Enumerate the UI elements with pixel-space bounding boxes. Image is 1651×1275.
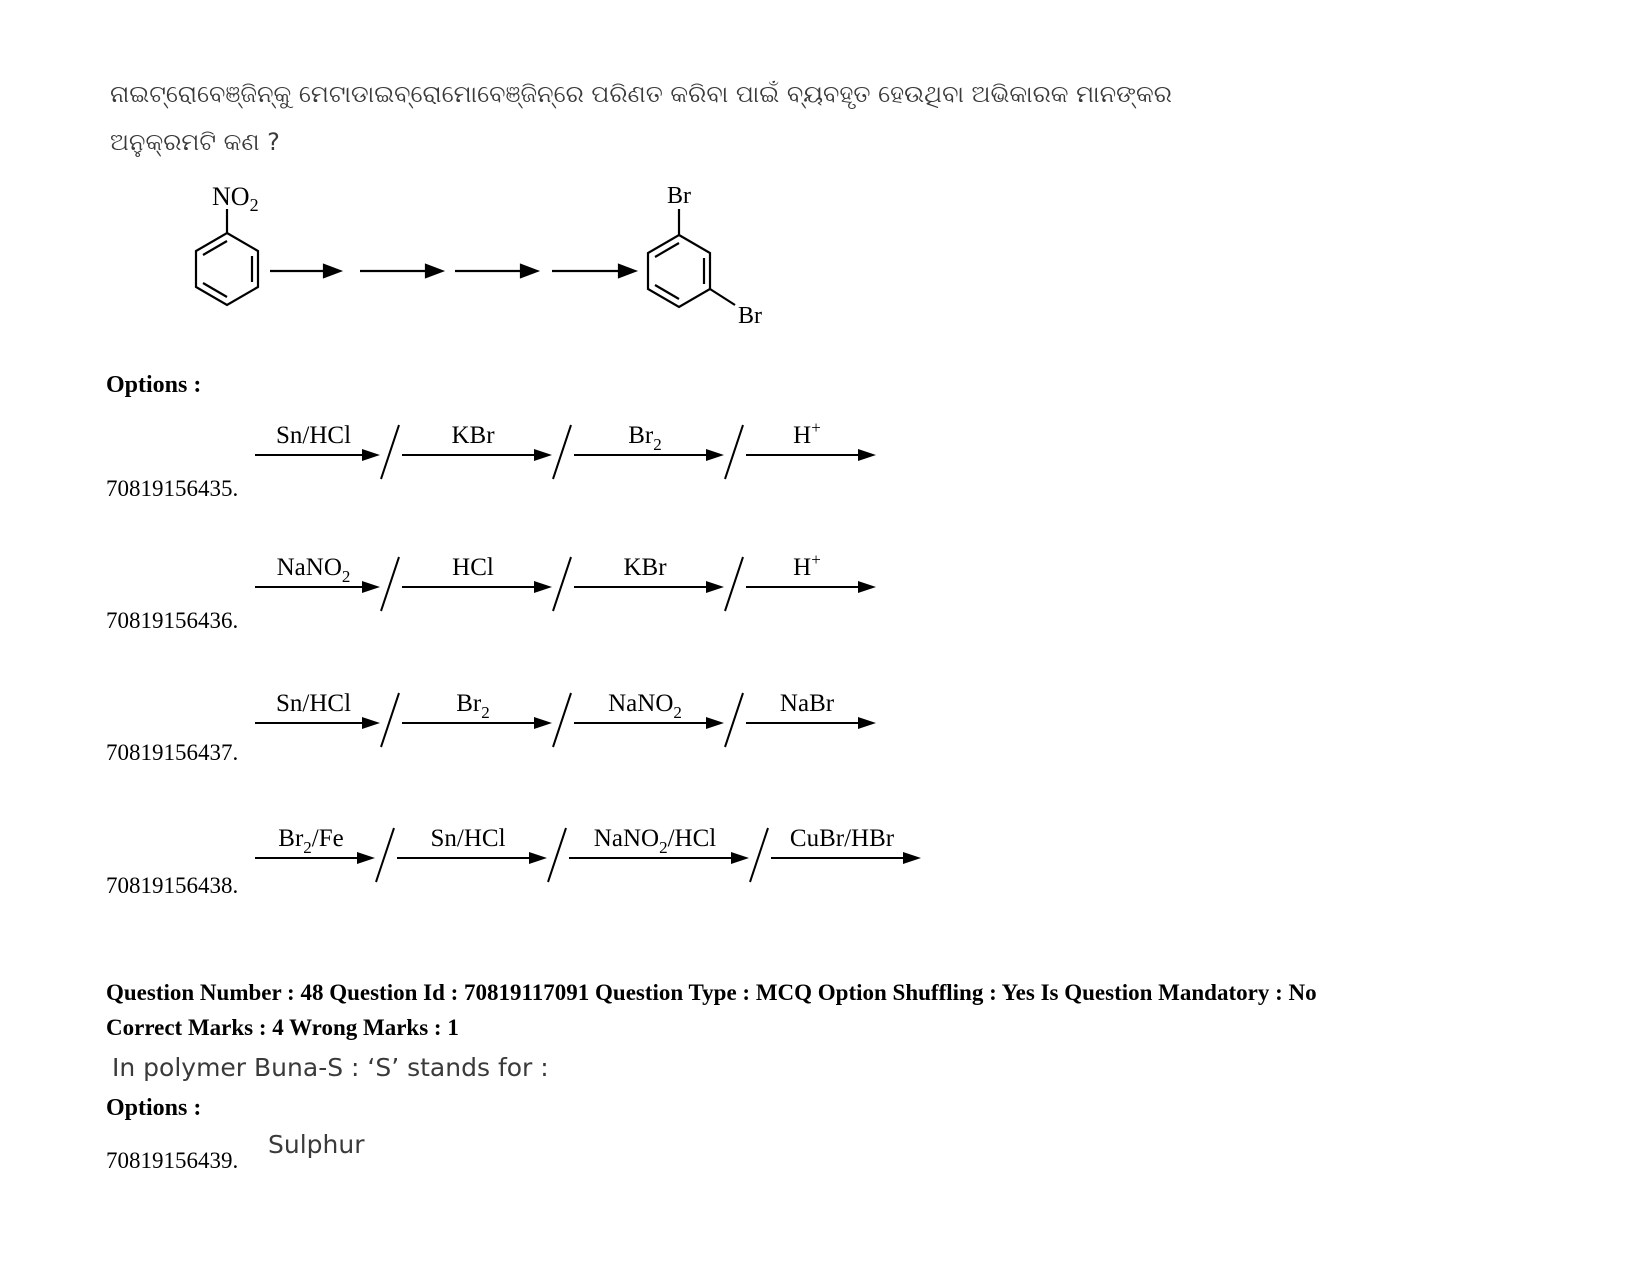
option-scheme bbox=[255, 405, 955, 485]
option-id[interactable]: 70819156438. bbox=[106, 873, 239, 898]
reagent-label: NaBr bbox=[779, 690, 835, 717]
step-separator bbox=[725, 425, 743, 479]
step-separator bbox=[725, 693, 743, 747]
reagent-step bbox=[402, 554, 552, 593]
arrow-head bbox=[362, 449, 380, 461]
reaction-arrows bbox=[270, 265, 635, 277]
arrow-head bbox=[362, 581, 380, 593]
arrow-head bbox=[529, 852, 547, 864]
reagent-step bbox=[746, 690, 876, 729]
arrow-head bbox=[858, 449, 876, 461]
question-text: ନାଇଟ୍ରୋବେଞ୍ଜିନ୍‌କୁ ମେଟାଡାଇବ୍ରୋମୋବେଞ୍ଜିନ୍‌ରେ ପରିଣତ କରିବା ପାଇଁ ବ୍ୟବହୃତ ହେଉଥିବା ଅଭିକାରକ ମାନଙ୍କର ଅନୁକ୍ରମଟି କଣ ? bbox=[110, 80, 1172, 156]
step-separator bbox=[381, 425, 399, 479]
reagent-label: Sn/HCl bbox=[275, 690, 352, 717]
question-meta-line: Question Number : 48 Question Id : 70819117091 Question Type : MCQ Option Shuffling : Yes Is Question Mandatory : No bbox=[106, 980, 1317, 1005]
reagent-label: $Br_2$ bbox=[628, 422, 662, 454]
reagent-step bbox=[574, 422, 724, 461]
reagent-label: CuBr/HBr bbox=[789, 825, 895, 852]
reagent-step bbox=[255, 690, 380, 729]
reagent-label: H+ bbox=[793, 418, 821, 449]
arrow-head bbox=[362, 717, 380, 729]
reagent-step bbox=[746, 418, 876, 461]
option-scheme bbox=[255, 808, 1015, 888]
step-separator bbox=[548, 828, 566, 882]
option-scheme bbox=[255, 673, 955, 753]
arrow-head bbox=[706, 449, 724, 461]
reagent-label: Sn/HCl bbox=[275, 422, 352, 449]
question-marks-line: Correct Marks : 4 Wrong Marks : 1 bbox=[106, 1015, 459, 1040]
step-separator bbox=[750, 828, 768, 882]
reagent-label: NaNO$_2$/HCl bbox=[593, 825, 717, 857]
option-id[interactable]: 70819156437. bbox=[106, 740, 239, 765]
options-label: Options : bbox=[106, 372, 202, 398]
arrow-head bbox=[903, 852, 921, 864]
reagent-label: KBr bbox=[451, 422, 495, 449]
reagent-step bbox=[746, 550, 876, 593]
arrow-head bbox=[534, 449, 552, 461]
option-scheme bbox=[255, 537, 955, 617]
step-separator bbox=[553, 425, 571, 479]
arrow-head bbox=[858, 717, 876, 729]
option-id[interactable]: 70819156435. bbox=[106, 476, 239, 501]
arrow-head bbox=[706, 717, 724, 729]
bromo-meta-label: Br bbox=[738, 303, 762, 329]
arrow-head bbox=[731, 852, 749, 864]
step-separator bbox=[553, 557, 571, 611]
reagent-label: $Br_2$ bbox=[456, 690, 490, 722]
reagent-label: HCl bbox=[452, 554, 494, 581]
reagent-step bbox=[255, 825, 375, 864]
arrow-head bbox=[534, 717, 552, 729]
arrow-head bbox=[858, 581, 876, 593]
reagent-step bbox=[771, 825, 921, 864]
step-separator bbox=[553, 693, 571, 747]
step-separator bbox=[381, 557, 399, 611]
nitrobenzene-structure bbox=[196, 209, 258, 305]
options-label: Options : bbox=[106, 1095, 202, 1121]
arrow-head bbox=[534, 581, 552, 593]
reagent-step bbox=[574, 690, 724, 729]
reagent-step bbox=[255, 422, 380, 461]
option-id[interactable]: 70819156436. bbox=[106, 608, 239, 633]
reagent-label: $Br_2/Fe$ bbox=[278, 825, 344, 857]
reagent-label: Sn/HCl bbox=[430, 825, 506, 852]
bromo-top-label: Br bbox=[667, 183, 691, 209]
arrow-head bbox=[357, 852, 375, 864]
reagent-label: NaNO$_2$ bbox=[608, 690, 682, 722]
reagent-step bbox=[402, 422, 552, 461]
reagent-step bbox=[569, 825, 749, 864]
step-separator bbox=[376, 828, 394, 882]
reagent-step bbox=[397, 825, 547, 864]
reagent-label: KBr bbox=[623, 554, 667, 581]
arrow-head bbox=[706, 581, 724, 593]
reaction-scheme bbox=[170, 175, 810, 350]
reagent-step bbox=[402, 690, 552, 729]
question-text: In polymer Buna-S : ‘S’ stands for : bbox=[112, 1053, 549, 1082]
reagent-label: H+ bbox=[793, 550, 821, 581]
reagent-label: NaNO$_2$ bbox=[276, 554, 351, 586]
nitro-group-label: $NO_2$ bbox=[212, 182, 259, 215]
reagent-step bbox=[574, 554, 724, 593]
reagent-step bbox=[255, 554, 380, 593]
step-separator bbox=[381, 693, 399, 747]
step-separator bbox=[725, 557, 743, 611]
option-text: Sulphur bbox=[268, 1130, 365, 1159]
dibromobenzene-structure bbox=[648, 209, 735, 307]
option-id[interactable]: 70819156439. bbox=[106, 1148, 239, 1173]
